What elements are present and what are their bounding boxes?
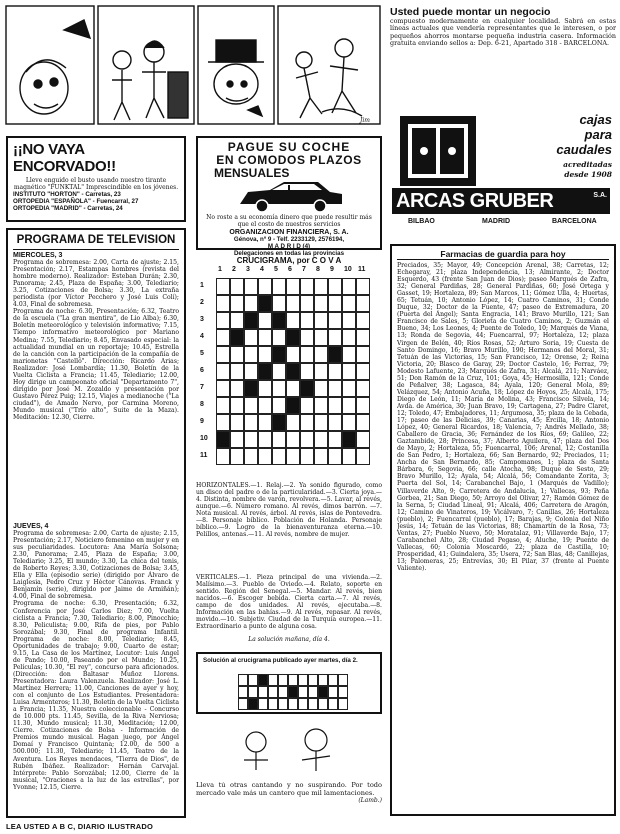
tv-day1-text: Programa de sobremesa: 2.00, Carta de ajuste; 2.15, Presentación; 2.17, Estampas hombres (revista del hombre moderno). Realizador: Esteban Durán; 2.30, Panorama; 2.45, Plaza de España; 3.00, Telediario; 3.25, Cotizaciones de Bolsa; 3.30, La extraña periodista (por Víctor Pecchero y José Luis Colí); 4.03, Final de sobremesa. Programa de noche: 6.30, Presentación; 6.32, Teatro de la escuela ("La gran mentira", de Lio Alba); 6.30, Boletín meteorológico y televisión informativo; 7.15, Tiempo informativo meteorológico por Mariano Medina; 7.55, Telediario; 8.45, Envasado especial: la actualidad mundial en un reportaje; 10.45, Estrella de la canción con la participación de la compañía de marionetas "Castelló". Dirección: Ricardo Arias; Realizador: José Lombardía; 11.30, Boletín de la Vuelta Ciclista a Francia; 11.45, Telediario; 12.00, Hoy dirige un campeonato oficial "Departamento 7", dirigido por José M. Zozaldo y presentación por Gustavo Pérez Puig; 12.15, Viajes a medianoche ("La ciudad"), de Amado Nervo, por Carmina Moreno, Mundo musical ("Trío alto", Suite de la Maza). Meditación: 12.30, Cierre. xyxy=(13,259,179,422)
crossword-cell xyxy=(356,448,370,465)
solution-cell xyxy=(268,698,278,710)
crossword-cell xyxy=(342,431,356,448)
ad-coche xyxy=(196,136,382,257)
crossword-cell xyxy=(286,312,300,329)
crossword-cell xyxy=(300,397,314,414)
crossword-row-number: 7 xyxy=(200,384,204,391)
ad-encorvado-line-3: ORTOPEDIA "MADRID" - Carretas, 24 xyxy=(13,205,123,212)
crossword-row-number: 2 xyxy=(200,299,204,306)
crossword-cell xyxy=(286,278,300,295)
solution-cell xyxy=(238,686,248,698)
crossword-cell xyxy=(342,397,356,414)
crossword-cell xyxy=(272,278,286,295)
crossword-cell xyxy=(342,295,356,312)
crossword-cell xyxy=(244,278,258,295)
crossword-cell xyxy=(286,397,300,414)
crossword-cell xyxy=(244,397,258,414)
crossword-cell xyxy=(314,363,328,380)
farmacias xyxy=(390,244,616,816)
crossword-cell xyxy=(272,363,286,380)
safe-illustration xyxy=(398,114,480,188)
solution-cell xyxy=(308,686,318,698)
crossword-cell xyxy=(258,448,272,465)
crossword-cell xyxy=(328,346,342,363)
ad-coche-footer: Delegaciones en todas las provincias xyxy=(233,250,345,257)
crossword-cell xyxy=(230,329,244,346)
crossword-cell xyxy=(286,414,300,431)
car-illustration xyxy=(234,180,344,214)
crossword-cell xyxy=(286,448,300,465)
ad-coche-org: ORGANIZACION FINANCIERA, S. A. xyxy=(229,229,349,236)
crossword xyxy=(196,256,382,646)
crossword-cell xyxy=(356,278,370,295)
crossword-row-number: 11 xyxy=(200,452,208,459)
solution-cell xyxy=(338,698,348,710)
crossword-cell xyxy=(258,363,272,380)
ad-arcas-sub-1: acreditadas xyxy=(563,160,612,169)
solution-cell xyxy=(238,698,248,710)
crossword-cell xyxy=(244,329,258,346)
solution-cell xyxy=(338,686,348,698)
crossword-solution xyxy=(196,652,382,714)
crossword-cell xyxy=(356,431,370,448)
crossword-cell xyxy=(342,312,356,329)
solution-cell xyxy=(298,698,308,710)
solution-cell xyxy=(328,686,338,698)
solution-cell xyxy=(288,674,298,686)
crossword-cell xyxy=(258,312,272,329)
crossword-cell xyxy=(300,414,314,431)
crossword-cell xyxy=(328,295,342,312)
crossword-cell xyxy=(342,278,356,295)
crossword-cell xyxy=(328,380,342,397)
crossword-cell xyxy=(272,329,286,346)
crossword-row-number: 10 xyxy=(200,435,208,442)
crossword-cell xyxy=(216,414,230,431)
crossword-row-number: 4 xyxy=(200,333,204,340)
ad-arcas-city-3: BARCELONA xyxy=(552,218,597,225)
solution-cell xyxy=(248,686,258,698)
crossword-cell xyxy=(356,312,370,329)
crossword-previous-label: Solución al crucigrama publicado ayer martes, día 2. xyxy=(203,657,358,664)
crossword-col-number: 6 xyxy=(288,266,292,273)
comic-drawing xyxy=(4,0,382,130)
tv-day2-text: Programa de sobremesa: 2.00, Carta de ajuste; 2.15, Presentación; 2.17, Noticiero femenino en mujer y en sus peculiaridades. Locutora: Ana María Solsona; 2.30, Panorama; 2.45, Plaza de España; 3.00, Telediario; 3.25, El mundo; 3.30, La chica del tenis, de Roberto Reyes; 3.30, Cotizaciones de Bolsa; 3.45, Ella y Ella (episodio serie) (dirigido por Álvaro de Laiglesia, Pedro Cruz y Héctor Cánovas. Franck y Benjamín (serie), dirigido por Jaime de Armiñán); 4.00, Final de sobremesa. Programa de noche: 6.30, Presentación; 6.32, Conferencia por José Carlos Diez; 7.00, Vuelta ciclista a Francia; 7.30, Telediario; 8.00, Pinocchio; 8.30, Peliculista; 9.00, Rifa de pies, por Pablo Sorozábal; 9.30, Final de programa Infantil. Programa de noche: 8.00, Telediario; 8.45, Oportunidades de trabajo; 9.00, Cuarto de estar; 9.15, La Casa de los Martínez, Locutor: Luis Angel de Pando; 10.00, Paseando por el Mundo; 10.25, Películas; 10.30, "El rey", concurso para aficionados. (Dirección: don Baltasar Muñoz Llorens. Presentadora: Laura Valenzuela. Realizador: José L. Martínez Herrera; 11.00, Canciones de ayer y hoy, con el conjunto de Los Estudiantes. Presentadora: Luisa Armenteros; 11.30, Boletín de la Vuelta Ciclista a Francia; 11.35, Nuestra coleccionable - Concurso de 10.000 pts. 11.45, Sevilla, de la Riva Nerviosa; 11.30, Mundo musical; 11.30, Meditación; 12.00, Cierre. Cotizaciones de Bolsa - Información de Premios mundo musical. Hagan juego, por Ángel Domaí y Francisco Quintana; 12.00, de 500 a 500.000; 11.30, Telediario; 11.45, Teatro de la Aventura. Los Reyes mendaces, "Tierra de Dios", de Rubén Ibáñez. Realizador: Hernán Carvajal. Intérprete: Pablo Sorozábal; 12.00, Cierre de la musical, "Oraciones a la luz de las estrellas", por Yvonne; 12.15, Cierre. xyxy=(13,530,179,791)
solution-cell xyxy=(288,698,298,710)
ad-coche-title-3: MENSUALES xyxy=(214,166,290,180)
crossword-cell xyxy=(244,380,258,397)
crossword-cell xyxy=(342,329,356,346)
crossword-row-number: 5 xyxy=(200,350,204,357)
crossword-cell xyxy=(258,329,272,346)
crossword-cell xyxy=(328,448,342,465)
solution-cell xyxy=(338,674,348,686)
ad-arcas-brand-banner xyxy=(392,188,610,214)
crossword-cell xyxy=(328,312,342,329)
solution-cell xyxy=(258,698,268,710)
solution-cell xyxy=(308,698,318,710)
crossword-col-number: 10 xyxy=(344,266,352,273)
crossword-row-number: 8 xyxy=(200,401,204,408)
crossword-col-number: 7 xyxy=(302,266,306,273)
solution-cell xyxy=(278,674,288,686)
crossword-cell xyxy=(314,346,328,363)
ad-arcas-slogan-2: para xyxy=(584,127,612,142)
crossword-cell xyxy=(230,312,244,329)
crossword-cell xyxy=(356,414,370,431)
ad-arcas-sub-2: desde 1908 xyxy=(564,170,612,179)
crossword-cell xyxy=(258,346,272,363)
crossword-cell xyxy=(314,431,328,448)
crossword-cell xyxy=(356,329,370,346)
crossword-cell xyxy=(314,380,328,397)
tv-program xyxy=(6,228,186,818)
solution-cell xyxy=(308,674,318,686)
tv-title: PROGRAMA DE TELEVISION xyxy=(13,234,179,250)
crossword-cell xyxy=(244,414,258,431)
solution-cell xyxy=(258,686,268,698)
crossword-cell xyxy=(300,295,314,312)
crossword-cell xyxy=(216,448,230,465)
crossword-cell xyxy=(272,414,286,431)
ad-arcas-city-1: BILBAO xyxy=(408,218,435,225)
solution-cell xyxy=(248,674,258,686)
solution-cell xyxy=(278,686,288,698)
crossword-cell xyxy=(272,295,286,312)
ad-encorvado-line-1: INSTITUTO "HORTON" - Carretas, 23 xyxy=(13,191,121,198)
crossword-row-number: 3 xyxy=(200,316,204,323)
crossword-cell xyxy=(244,431,258,448)
crossword-cell xyxy=(314,448,328,465)
crossword-cell xyxy=(244,312,258,329)
crossword-cell xyxy=(258,295,272,312)
crossword-cell xyxy=(272,448,286,465)
solution-cell xyxy=(298,686,308,698)
crossword-col-number: 8 xyxy=(316,266,320,273)
crossword-cell xyxy=(286,431,300,448)
crossword-cell xyxy=(314,295,328,312)
crossword-cell xyxy=(230,346,244,363)
ad-encorvado-text: Lleve enguido el busto usando nuestro tirante magnético "FUNKTAL" Imprescindible en los jóvenes. xyxy=(13,177,179,191)
crossword-cell xyxy=(230,431,244,448)
crossword-cell xyxy=(300,363,314,380)
comic-strip xyxy=(4,0,382,130)
crossword-cell xyxy=(258,397,272,414)
crossword-cell xyxy=(342,380,356,397)
crossword-cell xyxy=(230,278,244,295)
crossword-cell xyxy=(342,346,356,363)
solution-cell xyxy=(278,698,288,710)
solution-cell xyxy=(288,686,298,698)
crossword-cell xyxy=(230,414,244,431)
crossword-cell xyxy=(356,363,370,380)
crossword-col-number: 3 xyxy=(246,266,250,273)
solution-grid xyxy=(238,674,348,712)
crossword-cell xyxy=(258,431,272,448)
crossword-cell xyxy=(258,380,272,397)
ad-coche-city: M A D R I D (4) xyxy=(267,243,311,250)
crossword-cell xyxy=(258,414,272,431)
crossword-row-number: 9 xyxy=(200,418,204,425)
tv-day2-heading: JUEVES, 4 xyxy=(13,523,49,530)
crossword-cell xyxy=(300,346,314,363)
crossword-cell xyxy=(328,414,342,431)
crossword-cell xyxy=(300,431,314,448)
crossword-cell xyxy=(216,329,230,346)
crossword-cell xyxy=(314,329,328,346)
solution-cell xyxy=(298,674,308,686)
crossword-cell xyxy=(286,380,300,397)
ad-coche-title-1: PAGUE SU COCHE xyxy=(227,140,351,154)
crossword-cell xyxy=(272,380,286,397)
cartoon-drawing xyxy=(196,720,382,778)
crossword-cell xyxy=(300,312,314,329)
crossword-cell xyxy=(272,346,286,363)
crossword-cell xyxy=(230,448,244,465)
crossword-cell xyxy=(230,380,244,397)
ad-negocio-text: compuesto modernamente en cualquier localidad. Sabrá en estas líneas actuales que vendería representantes que le interesen, o por pequeños ahorros montarse pequeña industria casera. Información gratuita enviando sellos a: Dep. 6-21, Apartado 318 - BARCELONA. xyxy=(390,18,616,47)
crossword-cell xyxy=(328,397,342,414)
crossword-cell xyxy=(216,346,230,363)
crossword-cell xyxy=(286,295,300,312)
crossword-cell xyxy=(216,397,230,414)
farmacias-text: Preciados, 35; Mayor, 49; Concepción Arenal, 38; Carretas, 12; Echegaray, 21; plaza Independencia, 13; Almirante, 2; Doctor Esquerdo, 43 (frente San Juan de Dios); paseo Marqués de Zafra, 32; General Pardiñas, 28; General Pardiñas, 60; José Ortega y Gasset, 19; Hortaleza, 89; San Marcos, 11; Gómez Ulla, 4; Huertas, 65; Tetuán, 10; Antonio López, 14; Cuatro Caminos, 31; Conde Duque, 32; Doctor de la Fuente, 47; paseo de Extremadura, 20 (Puerta del Ángel); Santa Engracia, 141; Bravo Murillo, 121; San Francisco de Sales, 5; Glorieta de Cuatro Caminos, 2; Guzmán el Bueno, 34; Los Leones, 4; Puente de Toledo, 10; Marqués de Viana, 13; Ronda de Segovia, 44; Fuencarral, 97; Hortaleza, 12; plaza Virgen de Belén, 40; Ríos Rosas, 52; Arturo Soria, 19; Cuesta de Santo Domingo, 16; Bravo Murillo, 190; Hermanos del Moral, 31; Tetuán de las Victorias, 15; San Francisco, 12; Orense, 2; Reina Victoria, 20; Blasco de Garay, 29; Doctor Castelo, 16; Ferraz, 79; Modesto Lafuente, 23; Marqués de Zafra, 31; Alcalá, 211; Narváez, 51; Don Ramón de la Cruz, 101; Goya, 45; Hermosilla, 121; Conde de Peñalver, 38; Lagasca, 84; Ayala, 120; General Mola, 89; Velázquez, 54; Antonio Acuña, 18; López de Hoyos, 25; Alcalá, 175; Diego de León, 11; María de Molina, 43; Francisco Silvela, 14; Avda. de América, 30; Juan Bravo, 19; Cartagena, 27; Padre Claret, 12; Toledo, 47; Embajadores, 11; Argumosa, 35; plaza de la Cebada, 17; paseo de las Delicias, 39; Canarias, 45; Ercilla, 18; Antonio López, 40; General Ricardos, 18; Valencia, 7; Andrés Mellado, 38; Caballero de Gracia, 36; Fernández de los Ríos, 69; Galileo, 22; Gaztambide, 28; Princesa, 37; Alberto Aguilera, 47; plaza del Dos de Mayo, 2; Hortaleza, 55; Fuencarral, 106; Arenal, 12; Costanilla de San Pedro, 1; Hortaleza, 66; San Bernardo, 92; Preciados, 11; Ancha de San Bernardo, 85; Campomanes, 1; plaza de Santa Bárbara, 6; Segovia, 66; calle Atocha, 98; Duque de Sesto, 29; Bravo Murillo, 12; Ayala, 54; Alcalá, 56; Comandante Zorita, 3; Puerta del Sol, 14; Carabanchel Bajo, 1 (Marqués de Vadillo); Villaverde Alto, 9; Carretera de Andalucía, 1; Vallecas, 93; Peña Gorbea, 21; San Diego, 50; Arroyo del Olivar, 27; Ramón Gómez de la Serna, 5; Ciudad Lineal, 91; Alcalá, 406; Carretera de Aragón, 12; Camino de Vinateros, 19; Vicálvaro, 7; Canillas, 26; Hortaleza (pueblo), 2; Fuencarral (pueblo), 17; Barajas, 9; Colonia del Niño Jesús, 14; Tetuán de las Victorias, 88; Chamartín de la Rosa, 73; Ventas, 27; Pueblo Nuevo, 50; Moratalaz, 91; Villaverde Bajo, 17; Carabanchel Alto, 28; Ciudad Pegaso, 4; Aluche, 19; Puente de Vallecas, 60; Colonia Moscardó, 22; plaza de Castilla, 10; Prosperidad, 41; Guindalera, 35; Usera, 72; San Blas, 48; Canillejas, 13; Palomeras, 25; Entrevías, 30; El Pilar, 37 (frente al Puente Valiente). xyxy=(397,262,609,573)
ad-arcas-slogan-3: caudales xyxy=(556,142,612,157)
cartoon-credit: (Lamb.) xyxy=(358,797,382,805)
solution-cell xyxy=(328,698,338,710)
crossword-cell xyxy=(286,329,300,346)
crossword-cell xyxy=(286,346,300,363)
ad-coche-title-2: EN COMODOS PLAZOS xyxy=(216,153,362,167)
ad-negocio xyxy=(390,6,616,106)
solution-cell xyxy=(258,674,268,686)
ad-encorvado xyxy=(6,136,186,222)
solution-cell xyxy=(248,698,258,710)
crossword-col-number: 9 xyxy=(330,266,334,273)
crossword-cell xyxy=(272,397,286,414)
crossword-cell xyxy=(300,278,314,295)
solution-cell xyxy=(328,674,338,686)
crossword-cell xyxy=(342,363,356,380)
comic-signature: Jim xyxy=(359,117,370,124)
crossword-cell xyxy=(328,363,342,380)
crossword-cell xyxy=(314,312,328,329)
crossword-cell xyxy=(328,431,342,448)
crossword-cell xyxy=(230,397,244,414)
crossword-col-number: 1 xyxy=(218,266,222,273)
ad-negocio-title: Usted puede montar un negocio xyxy=(390,6,551,18)
crossword-cell xyxy=(314,278,328,295)
crossword-col-number: 2 xyxy=(232,266,236,273)
ad-encorvado-line-2: ORTOPEDIA "ESPAÑOLA" - Fuencarral, 27 xyxy=(13,198,139,205)
crossword-title: CRUCIGRAMA, por C O V A xyxy=(236,256,342,265)
crossword-cell xyxy=(314,397,328,414)
solution-cell xyxy=(268,674,278,686)
crossword-verticales: VERTICALES.—1. Pieza principal de una vivienda.—2. Malísimo.—3. Pueblo de Oviedo.—4. Relato, soporte en sentido. Región del Senegal.—5. Mandar. Al revés, bien nacidos.—6. Escoger bebida. Cierta carta.—7. Al revés, campo de dos unidades. Al revés, ejecutaba.—8. Información en las bahías.—9. Al revés, repasar. Al revés, movido.—10. Subjetiv. Ciudad de la Turquía europea.—11. Extraordinario a punto de alguna cosa. xyxy=(196,574,382,631)
crossword-cell xyxy=(230,295,244,312)
crossword-cell xyxy=(216,312,230,329)
solution-cell xyxy=(318,698,328,710)
solution-cell xyxy=(318,686,328,698)
crossword-col-number: 4 xyxy=(260,266,264,273)
crossword-cell xyxy=(356,380,370,397)
crossword-cell xyxy=(244,448,258,465)
crossword-cell xyxy=(216,380,230,397)
crossword-cell xyxy=(286,363,300,380)
crossword-col-number: 11 xyxy=(358,266,366,273)
farmacias-title: Farmacias de guardia para hoy xyxy=(397,249,609,260)
ad-arcas-city-2: MADRID xyxy=(482,218,510,225)
crossword-cell xyxy=(272,431,286,448)
crossword-cell xyxy=(272,312,286,329)
crossword-cell xyxy=(216,278,230,295)
crossword-cell xyxy=(328,329,342,346)
footer-banner: LEA USTED A B C, DIARIO ILUSTRADO xyxy=(6,822,154,831)
crossword-cell xyxy=(328,278,342,295)
crossword-cell xyxy=(216,295,230,312)
ad-arcas xyxy=(392,108,616,240)
ad-arcas-suffix: S.A. xyxy=(593,192,607,199)
crossword-cell xyxy=(216,431,230,448)
solution-cell xyxy=(268,686,278,698)
crossword-cell xyxy=(314,414,328,431)
ad-encorvado-title: ¡¡NO VAYA ENCORVADO!! xyxy=(13,141,116,175)
crossword-cell xyxy=(244,363,258,380)
ad-arcas-brand: ARCAS GRUBER xyxy=(396,190,554,212)
crossword-cell xyxy=(356,346,370,363)
crossword-cell xyxy=(356,397,370,414)
crossword-horizontales: HORIZONTALES.—1. Relaj.—2. Ya sonido figurado, como un disco del padre o de la particularidad.—3. Cierta joya.—4. Distinta, nombre de varón, revolvera.—5. Lavar, al revés, aunque.—6. Número romano. Al revés, dimos barrón. —7. Nota musical. Al revés, árbol. Al revés, islas de Pontevedra.—8. Personaje bíblico. Población de Holanda. Personaje bíblico.—9. Logro de la bienaventuranza eterna.—10. Pelillos, antenas.—11. Al revés, nombre de mujer. xyxy=(196,482,382,539)
cartoon-caption-text: Lleva tú otras cantando y no suspirando. Por todo mercado vale más un cantero que mil lamentaciones. xyxy=(196,782,382,797)
crossword-cell xyxy=(216,363,230,380)
ad-arcas-slogan-1: cajas xyxy=(579,112,612,127)
crossword-row-number: 1 xyxy=(200,282,204,289)
ad-coche-text: No roste a su economía dinero que puede resultir más que el costo de nuestros servicios xyxy=(206,214,372,228)
crossword-col-number: 5 xyxy=(274,266,278,273)
crossword-cell xyxy=(244,346,258,363)
solution-cell xyxy=(318,674,328,686)
crossword-cell xyxy=(342,448,356,465)
crossword-cell xyxy=(300,380,314,397)
crossword-cell xyxy=(356,295,370,312)
crossword-cell xyxy=(300,448,314,465)
ad-coche-address: Génova, nº 9 - Telf. 2233129, 2576194, xyxy=(233,236,345,243)
tv-day1-heading: MIERCOLES, 3 xyxy=(13,252,63,259)
crossword-row-number: 6 xyxy=(200,367,204,374)
cartoon-caption xyxy=(196,720,382,820)
crossword-cell xyxy=(244,295,258,312)
crossword-cell xyxy=(300,329,314,346)
solution-cell xyxy=(238,674,248,686)
crossword-cell xyxy=(230,363,244,380)
crossword-solution-note: La solución mañana, día 4. xyxy=(248,636,330,643)
crossword-cell xyxy=(258,278,272,295)
crossword-cell xyxy=(342,414,356,431)
